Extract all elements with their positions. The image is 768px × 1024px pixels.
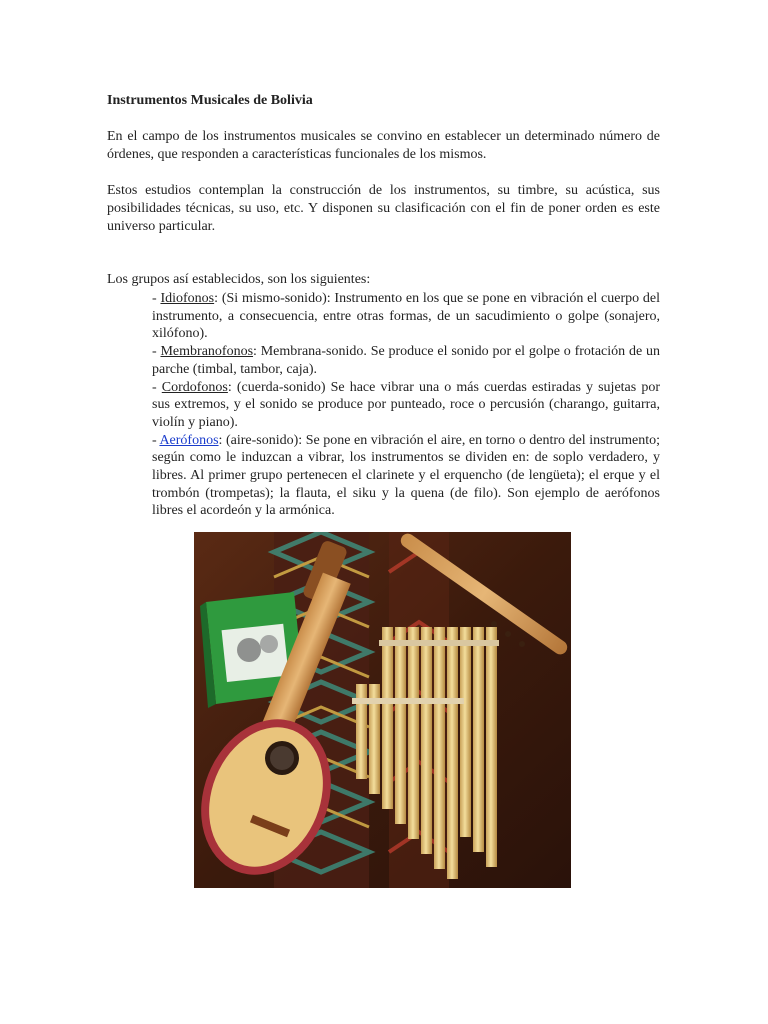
term-cordofonos: Cordofonos	[161, 379, 228, 395]
term-membranofonos: Membranofonos	[160, 344, 254, 360]
list-item-idiofonos	[152, 290, 660, 343]
page-title: Instrumentos Musicales de Bolivia	[107, 93, 313, 108]
term-idiofonos: Idiofonos	[160, 291, 215, 306]
description-idiofonos: : (Si mismo-sonido): Instrumento en los que se pone en vibración el cuerpo del instrumento, a consecuencia, entre otras formas, de un sacudimiento o golpe (sonajero, xilófono).	[152, 291, 661, 342]
description-membranofonos: : Membrana-sonido. Se produce el sonido por el golpe o frotación de un parche (timbal, tambor, caja).	[152, 344, 660, 377]
list-bullet: -	[152, 344, 161, 360]
list-item-membranofonos	[152, 343, 660, 378]
instruments-photo	[194, 532, 571, 888]
list-item-cordofonos	[152, 379, 660, 432]
list-bullet: -	[152, 432, 160, 448]
description-cordofonos: : (cuerda-sonido) Se hace vibrar una o más cuerdas estiradas y sujetas por sus extremos, y el sonido se produce por punteado, roce o percusión (charango, guitarra, violín y piano).	[152, 379, 660, 430]
list-bullet: -	[152, 379, 162, 395]
paragraph-2: Estos estudios contemplan la construcción de los instrumentos, su timbre, su acústica, sus posibilidades técnicas, su uso, etc. Y disponen su clasificación con el fin de poner orden es este universo particular.	[107, 183, 660, 234]
list-bullet: -	[152, 291, 161, 306]
groups-intro: Los grupos así establecidos, son los siguientes:	[107, 272, 371, 287]
list-item-aerofonos	[152, 432, 660, 521]
instrument-groups-list	[152, 290, 660, 520]
description-aerofonos: : (aire-sonido): Se pone en vibración el aire, en torno o dentro del instrumento; según como le induzcan a vibrar, los instrumentos se dividen en: de soplo verdadero, y libres. Al primer grupo pertenecen el clarinete y el erquencho (de lengüeta); el erque y el trombón (trompetas); la flauta, el siku y la quena (de filo). Son ejemplo de aerófonos libres el acordeón y la armónica.	[152, 432, 660, 519]
term-aerofonos-link[interactable]: Aerófonos	[159, 432, 219, 448]
paragraph-1: En el campo de los instrumentos musicales se convino en establecer un determinado número de órdenes, que responden a características funcionales de los mismos.	[107, 129, 660, 162]
instruments-illustration	[194, 532, 571, 888]
